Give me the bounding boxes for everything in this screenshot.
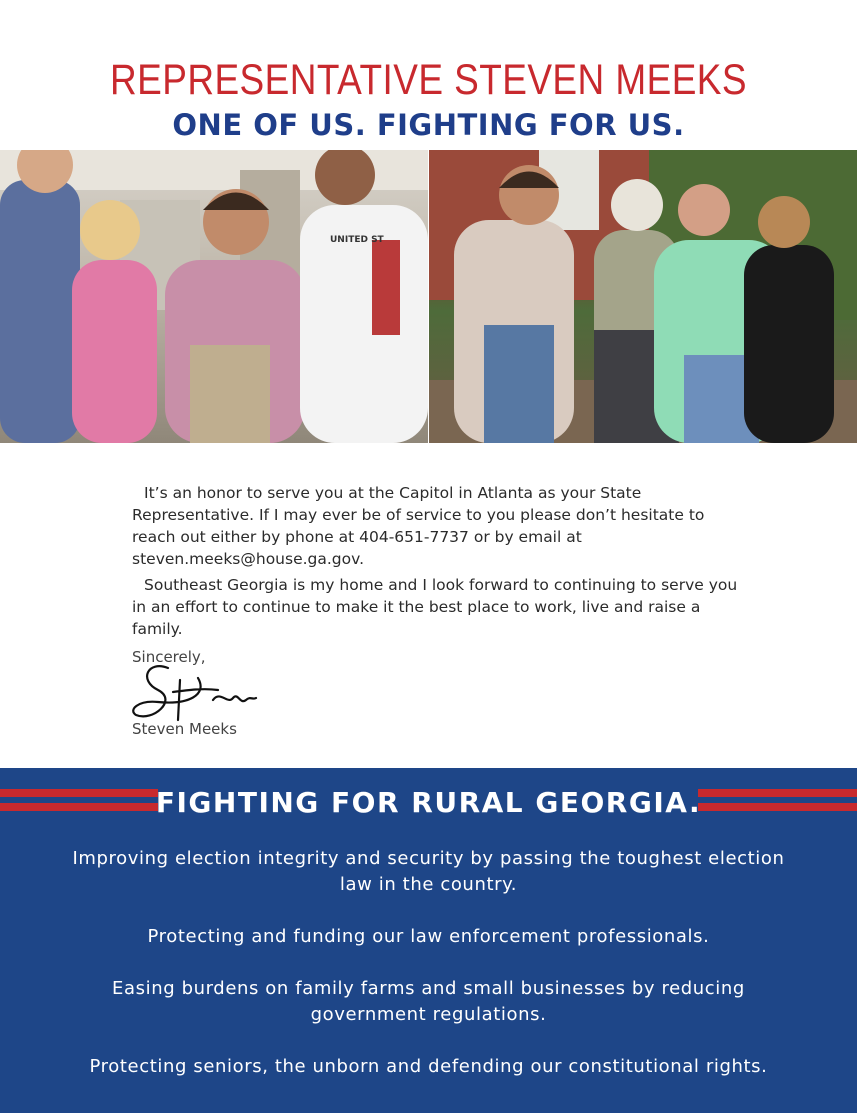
issues-list	[60, 846, 797, 1106]
walking-group-illustration	[429, 150, 857, 443]
letter-closing: Sincerely,	[132, 648, 206, 666]
store-visit-illustration	[0, 150, 428, 443]
shirt-text: UNITED ST	[330, 235, 384, 245]
issue-item: Improving election integrity and security by passing the toughest election law in the country.	[72, 848, 785, 895]
letter-paragraph-1: It’s an honor to serve you at the Capitol in Atlanta as your State Representative. If I may ever be of service to you please don’t hesitate to reach out either by phone at 404-651-7737 or by email at steven.meeks@house.ga.gov.	[132, 484, 705, 568]
issue-item: Protecting seniors, the unborn and defending our constitutional rights.	[89, 1056, 768, 1077]
issue-item: Protecting and funding our law enforcement professionals.	[147, 926, 710, 947]
page-title: REPRESENTATIVE STEVEN MEEKS	[110, 56, 747, 104]
tagline: ONE OF US. FIGHTING FOR US.	[172, 108, 685, 142]
photo-strip	[0, 150, 857, 443]
issues-banner	[0, 768, 857, 1113]
banner-title: FIGHTING FOR RURAL GEORGIA.	[155, 786, 702, 819]
letter-paragraph-2: Southeast Georgia is my home and I look forward to continuing to serve you in an effort to continue to make it the best place to work, live and raise a family.	[132, 576, 738, 638]
issue-item: Easing burdens on family farms and small businesses by reducing government regulations.	[112, 978, 745, 1025]
photo-store-visit	[0, 150, 428, 443]
photo-walking-group	[429, 150, 857, 443]
signature-name: Steven Meeks	[132, 720, 237, 738]
